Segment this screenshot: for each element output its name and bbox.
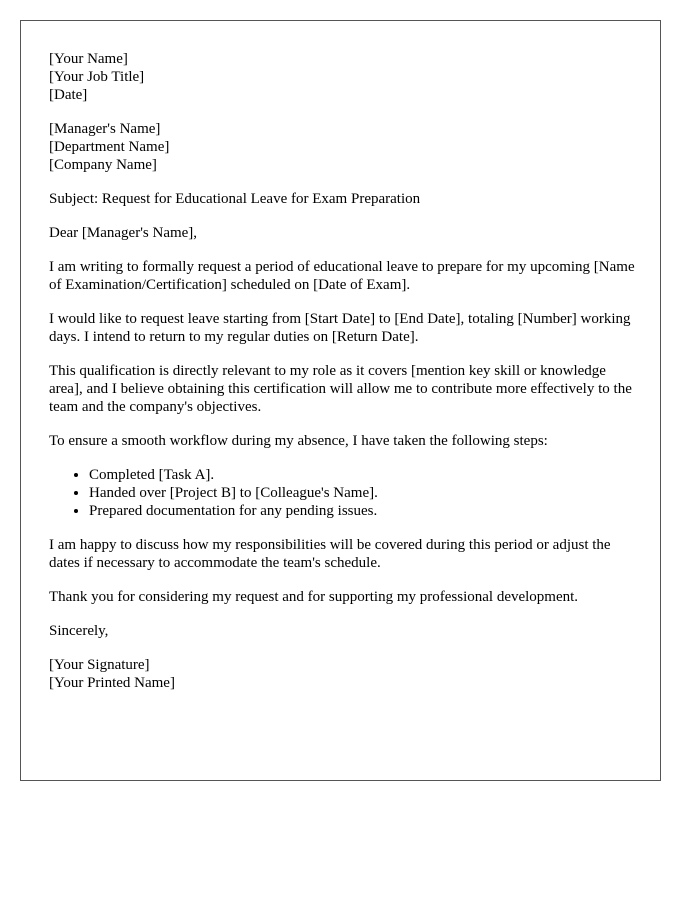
list-item: • Handed over [Project B] to [Colleague's Name].: [89, 484, 639, 502]
letter-body: [49, 50, 639, 708]
recipient-block: [49, 120, 639, 174]
signature-block: [49, 656, 639, 692]
printed-name: [Your Printed Name]: [49, 675, 175, 691]
recipient-name: [Manager's Name]: [49, 121, 161, 137]
letter-date: [Date]: [49, 87, 88, 103]
subject-line: Subject: Request for Educational Leave for Exam Preparation: [49, 191, 421, 207]
list-item: • Completed [Task A].: [89, 466, 639, 484]
sign-off: Sincerely,: [49, 623, 109, 639]
paragraph-thanks: Thank you for considering my request and for supporting my professional development.: [49, 589, 579, 605]
signature-line: [Your Signature]: [49, 657, 150, 673]
sender-job-title: [Your Job Title]: [49, 69, 145, 85]
paragraph-intro: I am writing to formally request a period of educational leave to prepare for my upcoming [Name of Examination/Certification] scheduled on [Date of Exam].: [49, 259, 635, 293]
paragraph-discussion: I am happy to discuss how my responsibilities will be covered during this period or adjust the dates if necessary to accommodate the team's schedule.: [49, 537, 611, 571]
salutation: Dear [Manager's Name],: [49, 225, 198, 241]
paragraph-leave-dates: I would like to request leave starting from [Start Date] to [End Date], totaling [Number] working days. I intend to return to my regular duties on [Return Date].: [49, 311, 631, 345]
letter-page: [20, 20, 661, 781]
paragraph-steps-intro: To ensure a smooth workflow during my absence, I have taken the following steps:: [49, 433, 548, 449]
list-item: • Prepared documentation for any pending issues.: [89, 502, 639, 520]
recipient-department: [Department Name]: [49, 139, 170, 155]
recipient-company: [Company Name]: [49, 157, 157, 173]
sender-block: [49, 50, 639, 104]
paragraph-relevance: This qualification is directly relevant to my role as it covers [mention key skill or knowledge area], and I believe obtaining this certification will allow me to contribute more effectively to the team and the company's objectives.: [49, 363, 632, 415]
steps-list: [49, 466, 639, 520]
sender-name: [Your Name]: [49, 51, 128, 67]
